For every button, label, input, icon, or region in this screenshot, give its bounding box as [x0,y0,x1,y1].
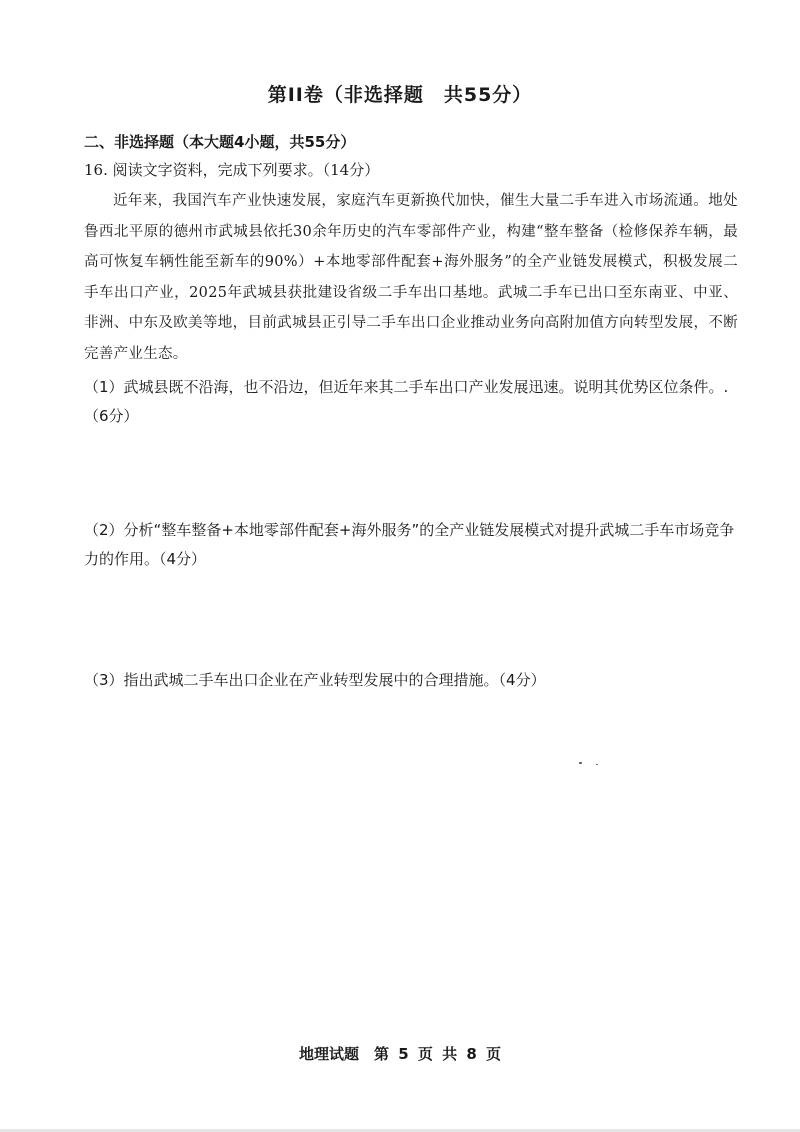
scan-speck [596,764,598,765]
scan-speck [579,762,582,764]
question-intro: 16. 阅读文字资料，完成下列要求。（14分） [84,161,380,179]
reading-passage: 近年来，我国汽车产业快速发展，家庭汽车更新换代加快，催生大量二手车进入市场流通。地处鲁西北平原的德州市武城县依托30余年历史的汽车零部件产业，构建“整车整备（检修保养车辆，最高可恢复车辆性能至新车的90%）+本地零部件配套+海外服务”的全产业链发展模式，积极发展二手车出口产业，2025年武城县获批建设省级二手车出口基地。武城二手车已出口至东南亚、中亚、非洲、中东及欧美等地，目前武城县正引导二手车出口企业推动业务向高附加值方向转型发展，不断完善产业生态。 [84,193,738,362]
sub-question-3: （3）指出武城二手车出口企业在产业转型发展中的合理措施。（4分） [84,671,546,689]
page-footer: 地理试题 第 5 页 共 8 页 [299,1045,501,1063]
sub-question-1: （1）武城县既不沿海，也不沿边，但近年来其二手车出口产业发展迅速。说明其优势区位条件。.（6分） [84,378,729,425]
section-heading: 二、非选择题（本大题4小题，共55分） [84,133,356,151]
sub-question-2: （2）分析“整车整备+本地零部件配套+海外服务”的全产业链发展模式对提升武城二手车市场竞争力的作用。（4分） [84,521,735,568]
volume-title: 第II卷（非选择题 共55分） [267,84,533,106]
